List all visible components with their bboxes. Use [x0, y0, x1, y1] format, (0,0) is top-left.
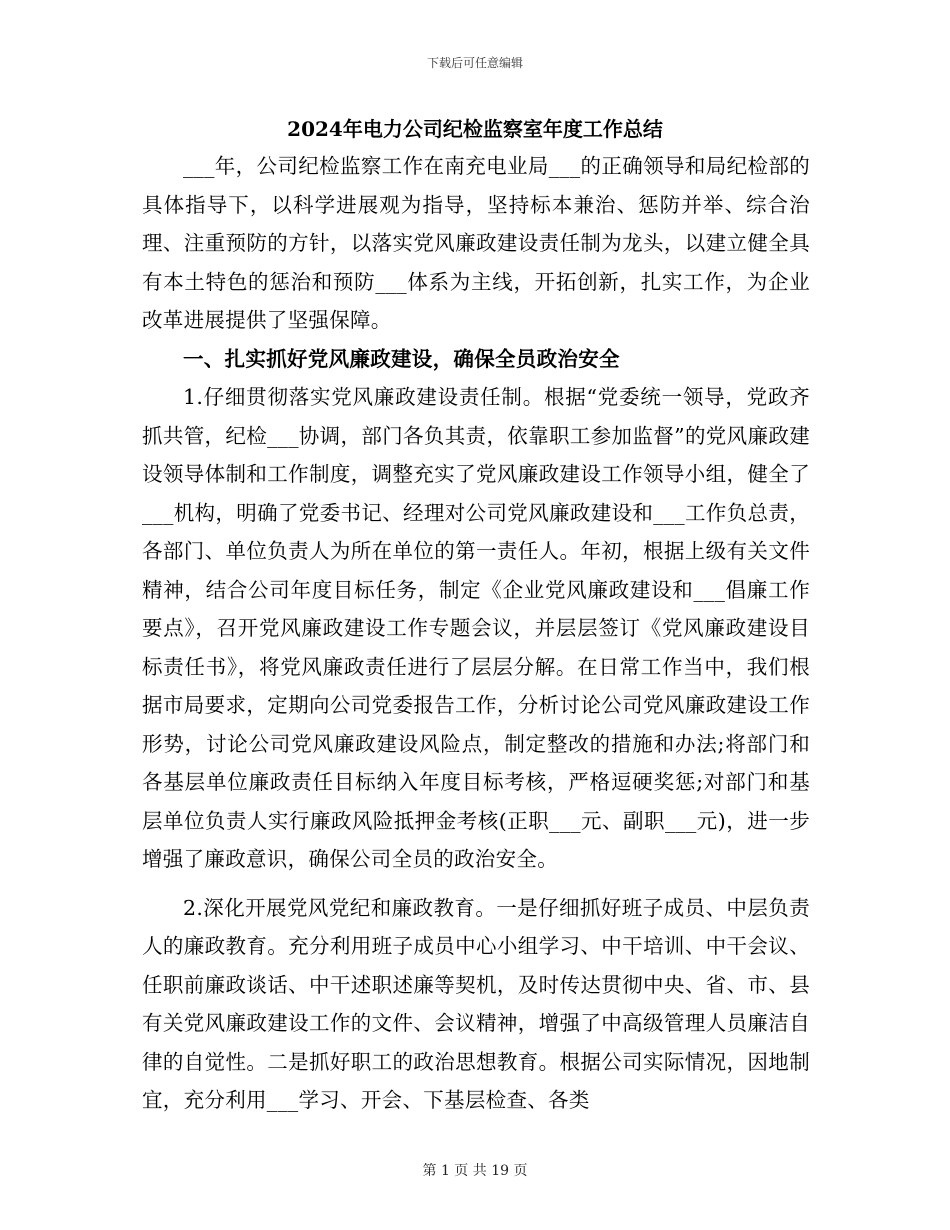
item-2-paragraph: 2.深化开展党风党纪和廉政教育。一是仔细抓好班子成员、中层负责人的廉政教育。充分利用班子成员中心小组学习、中干培训、中干会议、任职前廉政谈话、中干述职述廉等契机，及时传达贯彻中央、省、市、县有关党风廉政建设工作的文件、会议精神，增强了中高级管理人员廉洁自律的自觉性。二是抓好职工的政治思想教育。根据公司实际情况，因地制宜，充分利用___学习、开会、下基层检查、各类 [142, 895, 810, 1112]
section-heading: 一、扎实抓好党风廉政建设，确保全员政治安全 [183, 346, 620, 371]
intro-paragraph: ___年，公司纪检监察工作在南充电业局___的正确领导和局纪检部的具体指导下，以科学进展观为指导，坚持标本兼治、惩防并举、综合治理、注重预防的方针，以落实党风廉政建设责任制为龙头，以建立健全具有本土特色的惩治和预防___体系为主线，开拓创新，扎实工作，为企业改革进展提供了坚强保障。 [142, 154, 810, 332]
header-note: 下载后可任意编辑 [426, 56, 523, 70]
page-footer: 第 1 页 共 19 页 [422, 1163, 528, 1179]
item-1-paragraph: 1.仔细贯彻落实党风廉政建设责任制。根据“党委统一领导，党政齐抓共管，纪检___协调，部门各负其责，依靠职工参加监督”的党风廉政建设领导体制和工作制度，调整充实了党风廉政建设工作领导小组，健全了___机构，明确了党委书记、经理对公司党风廉政建设和___工作负总责，各部门、单位负责人为所在单位的第一责任人。年初，根据上级有关文件精神，结合公司年度目标任务，制定《企业党风廉政建设和___倡廉工作要点》，召开党风廉政建设工作专题会议，并层层签订《党风廉政建设目标责任书》，将党风廉政责任进行了层层分解。在日常工作当中，我们根据市局要求，定期向公司党委报告工作，分析讨论公司党风廉政建设工作形势，讨论公司党风廉政建设风险点，制定整改的措施和办法;将部门和各基层单位廉政责任目标纳入年度目标考核，严格逗硬奖惩;对部门和基层单位负责人实行廉政风险抵押金考核(正职___元、副职___元)，进一步增强了廉政意识，确保公司全员的政治安全。 [142, 385, 810, 871]
document-body [142, 147, 810, 1120]
document-title: 2024年电力公司纪检监察室年度工作总结 [287, 117, 663, 141]
